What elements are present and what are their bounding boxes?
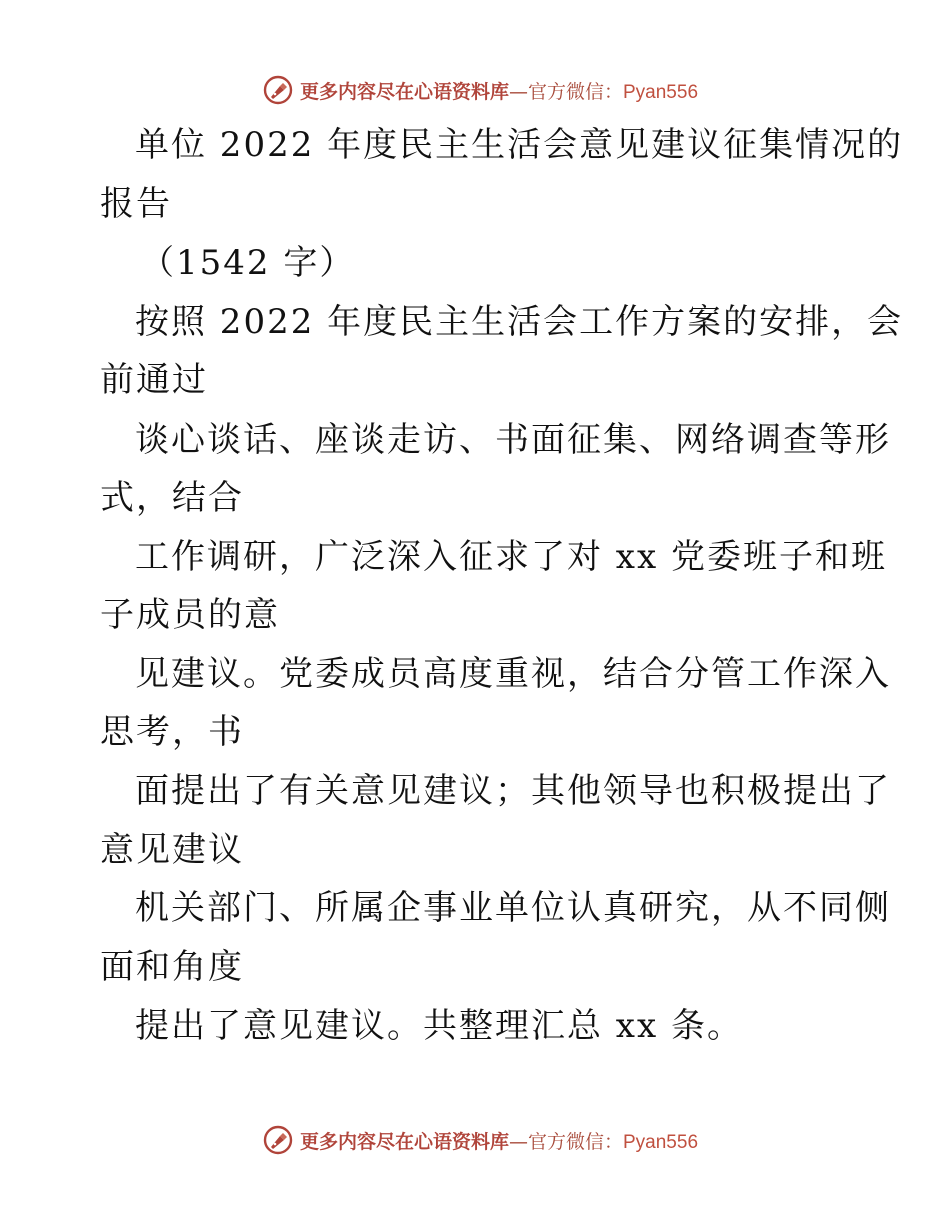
- title-line-2: 报告: [100, 184, 172, 224]
- footer-banner-id: Pyan556: [623, 1131, 699, 1153]
- footer-banner-sep: —官方微信：: [508, 1130, 623, 1153]
- paragraph-line: 工作调研，广泛深入征求了对 xx 党委班子和班: [135, 537, 887, 577]
- paragraph-line: 按照 2022 年度民主生活会工作方案的安排，会: [135, 302, 904, 342]
- paragraph-line: 意见建议: [100, 830, 244, 870]
- word-count: （1542 字）: [140, 243, 356, 283]
- paragraph-line: 思考，书: [100, 712, 244, 752]
- footer-banner-text: [300, 1127, 698, 1154]
- header-banner-text: [300, 77, 698, 104]
- header-banner-main: 更多内容尽在心语资料库: [299, 80, 509, 103]
- paragraph-line: 提出了意见建议。共整理汇总 xx 条。: [135, 1006, 743, 1046]
- paragraph-line: 机关部门、所属企事业单位认真研究，从不同侧: [135, 888, 891, 928]
- header-banner-sep: —官方微信：: [508, 80, 623, 103]
- paragraph-line: 见建议。党委成员高度重视，结合分管工作深入: [135, 654, 891, 694]
- pen-nib-circle-icon: [262, 1124, 294, 1156]
- paragraph-line: 前通过: [100, 360, 208, 400]
- paragraph-line: 式，结合: [100, 478, 244, 518]
- footer-banner: [0, 1120, 950, 1160]
- header-banner-id: Pyan556: [623, 81, 699, 103]
- footer-banner-main: 更多内容尽在心语资料库: [299, 1130, 509, 1153]
- paragraph-line: 面和角度: [100, 947, 244, 987]
- paragraph-line: 子成员的意: [100, 595, 280, 635]
- title-line-1: 单位 2022 年度民主生活会意见建议征集情况的: [135, 125, 904, 165]
- paragraph-line: 面提出了有关意见建议；其他领导也积极提出了: [135, 771, 891, 811]
- paragraph-line: 谈心谈话、座谈走访、书面征集、网络调查等形: [135, 420, 891, 460]
- pen-nib-circle-icon: [262, 74, 294, 106]
- header-banner: [0, 70, 950, 110]
